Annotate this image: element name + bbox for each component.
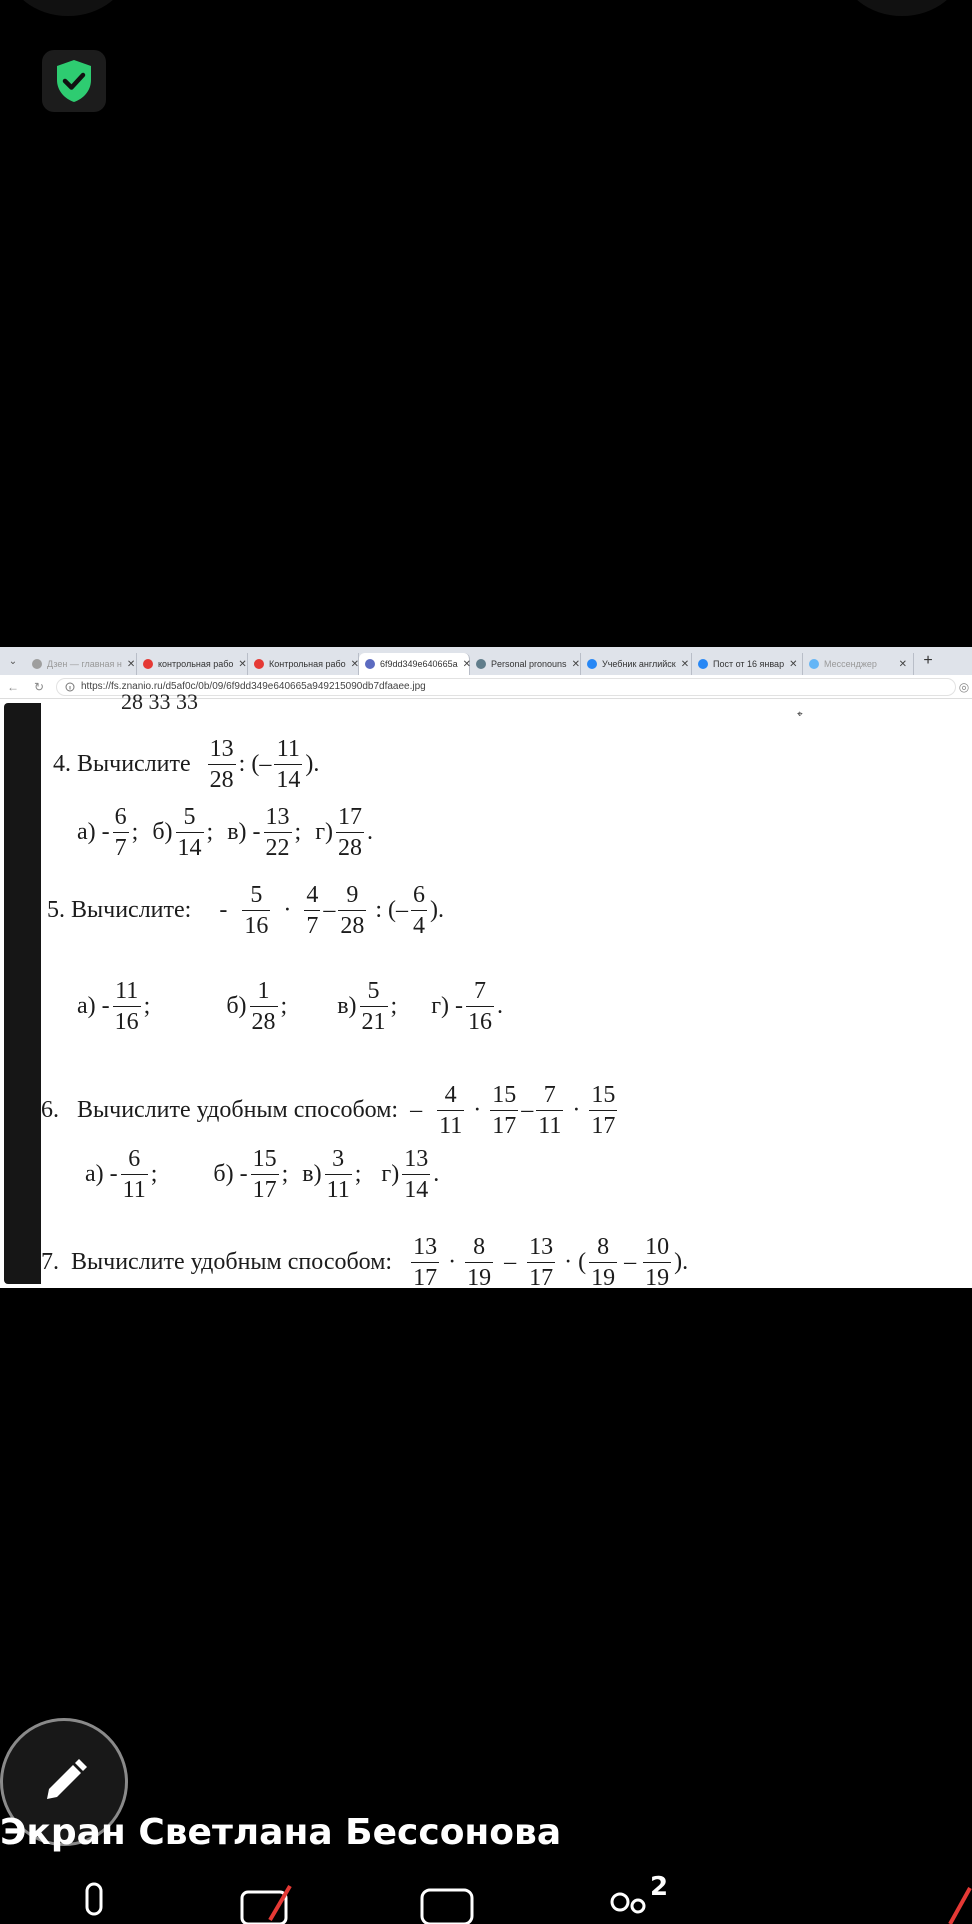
back-arrow-icon[interactable]: ← [7,679,19,694]
tab-label: Мессенджер [824,659,877,669]
browser-tab[interactable] [581,653,692,675]
image-viewer-edge [4,703,41,1284]
q5-end: ). [430,897,444,923]
option-end: . [497,993,504,1019]
option-key: г) [315,819,334,845]
option-end: . [367,819,374,845]
participants-icon [608,1872,648,1916]
option-fraction: $\frac{15}{17}$ [252,1146,277,1203]
q7-dot-2: · [564,1249,573,1275]
answer-option [381,1147,439,1202]
q6-label: 6. Вычислите удобным способом: [41,1097,399,1123]
answer-option [337,979,397,1034]
participants-count: 2 [650,1872,669,1902]
option-key: в) [302,1161,322,1187]
tab-label: контрольная рабо [158,659,234,669]
answer-option [213,1147,288,1202]
tab-close-icon[interactable]: ✕ [680,658,690,670]
tab-favicon-icon [32,659,42,669]
q6-dot: · [473,1097,482,1123]
tab-label: Контрольная рабо [269,659,346,669]
question-5 [47,883,444,938]
new-tab-button[interactable]: + [923,652,933,669]
site-info-icon [65,682,75,692]
q7-fraction-4: $\frac{8}{19}$ [591,1234,616,1291]
tab-favicon-icon [587,659,597,669]
q7-dot: · [448,1249,457,1275]
pencil-icon [37,1755,91,1809]
tab-close-icon[interactable]: ✕ [350,658,360,670]
q7-fraction-1: $\frac{13}{17}$ [413,1234,438,1291]
option-fraction: $\frac{7}{16}$ [468,978,493,1035]
option-end: ; [206,819,214,845]
tab-favicon-icon [698,659,708,669]
top-right-control[interactable] [842,0,962,16]
q4-end: ). [305,751,320,777]
participants-button[interactable] [608,1872,668,1916]
mouse-cursor-icon: ⌖ [797,709,803,720]
tab-favicon-icon [143,659,153,669]
question-6 [41,1083,620,1138]
option-key: а) - [77,819,110,845]
option-fraction: $\frac{5}{21}$ [361,978,386,1035]
q6-dot-2: · [572,1097,581,1123]
tab-favicon-icon [365,659,375,669]
q4-sep: : (– [238,751,272,777]
tab-close-icon[interactable]: ✕ [898,658,907,670]
option-fraction: $\frac{13}{14}$ [404,1146,429,1203]
browser-tabbar [0,647,972,675]
q7-label: 7. Вычислите удобным способом: [41,1249,393,1275]
shield-check-icon [53,58,95,104]
tab-close-icon[interactable]: ✕ [238,658,247,670]
option-fraction: $\frac{3}{11}$ [326,1146,350,1203]
option-key: б) [152,819,173,845]
option-key: г) [381,1161,400,1187]
q6-minus-2: – [521,1097,534,1123]
q6-fraction-3: $\frac{7}{11}$ [538,1082,562,1139]
option-end: ; [354,1161,362,1187]
q7-fraction-3: $\frac{13}{17}$ [529,1234,554,1291]
answer-option [77,979,150,1034]
tab-favicon-icon [254,659,264,669]
microphone-icon[interactable] [74,1884,114,1924]
option-key: г) - [431,993,464,1019]
q7-fraction-2: $\frac{8}{19}$ [467,1234,492,1291]
chat-icon[interactable] [420,1884,476,1924]
top-left-control[interactable] [8,0,128,16]
end-call-icon[interactable] [930,1884,972,1924]
tab-favicon-icon [809,659,819,669]
answer-option [302,1147,361,1202]
q4-label: 4. Вычислите [53,751,191,777]
q6-minus: – [410,1097,423,1123]
browser-tab[interactable] [26,653,137,675]
option-end: ; [143,993,151,1019]
tab-label: Дзен — главная н [47,659,122,669]
q5-fraction-3: $\frac{9}{28}$ [340,882,365,939]
answer-option [77,805,138,860]
q6-fraction-1: $\frac{4}{11}$ [439,1082,463,1139]
q7-minus-2: – [624,1249,637,1275]
q7-end: ). [674,1249,689,1275]
q7-minus: – [504,1249,517,1275]
security-shield-button[interactable] [42,50,106,112]
camera-off-icon[interactable] [240,1884,310,1924]
option-end: ; [281,1161,289,1187]
url-text: https://fs.znanio.ru/d5af0c/0b/09/6f9dd349e640665a949215090db7dfaaee.jpg [81,681,426,692]
answer-option [227,805,301,860]
q5-minus-2: – [323,897,336,923]
option-end: ; [390,993,398,1019]
question-7 [41,1235,688,1290]
worksheet-image [41,689,972,1291]
tab-close-icon[interactable]: ✕ [126,658,136,670]
browser-tab[interactable] [137,653,248,675]
tab-close-icon[interactable]: ✕ [789,658,798,670]
tab-label: Учебник английск [602,659,676,669]
q6-fraction-2: $\frac{15}{17}$ [492,1082,517,1139]
option-end: ; [150,1161,158,1187]
option-key: б) - [213,1161,248,1187]
q5-fraction-1: $\frac{5}{16}$ [244,882,269,939]
tab-label: Personal pronouns [491,659,567,669]
tab-list-chevron-icon[interactable]: ⌄ [8,655,18,667]
option-end: ; [280,993,288,1019]
option-fraction: $\frac{1}{28}$ [251,978,276,1035]
cutoff-top-fractions: 28 33 33 [121,689,198,714]
option-end: ; [131,819,139,845]
browser-tab[interactable] [248,653,359,675]
q5-minus: - [219,897,228,923]
option-fraction: $\frac{6}{11}$ [122,1146,146,1203]
reload-icon[interactable]: ↻ [33,679,45,694]
answer-option [152,805,213,860]
option-fraction: $\frac{17}{28}$ [338,804,363,861]
browser-tab[interactable] [692,653,803,675]
option-fraction: $\frac{11}{16}$ [114,978,139,1035]
option-end: ; [294,819,302,845]
q7-fraction-5: $\frac{10}{19}$ [645,1234,670,1291]
question-4 [53,737,319,792]
q5-fraction-4: $\frac{6}{4}$ [413,882,425,939]
browser-tab[interactable] [359,653,470,675]
tab-favicon-icon [476,659,486,669]
extension-icon[interactable]: ◎ [958,679,970,694]
option-key: а) - [77,993,110,1019]
answer-option [226,979,287,1034]
tab-close-icon[interactable]: ✕ [571,658,580,670]
browser-tab[interactable] [803,653,914,675]
question-4-options [77,805,373,860]
answer-option [431,979,503,1034]
option-key: в) [337,993,357,1019]
q5-sep: : (– [375,897,408,923]
meeting-toolbar [0,1872,972,1920]
option-key: в) - [227,819,261,845]
q5-label: 5. Вычислите: [47,897,192,923]
question-5-options [77,979,503,1034]
q5-fraction-2: $\frac{4}{7}$ [306,882,319,939]
q7-open-paren: ( [578,1249,587,1275]
option-fraction: $\frac{13}{22}$ [265,804,290,861]
question-6-options [85,1147,439,1202]
page-content [0,689,972,1291]
answer-option [315,805,373,860]
q4-fraction-2: $\frac{11}{14}$ [276,736,301,793]
browser-tab[interactable] [470,653,581,675]
q5-dot: · [283,897,292,923]
q6-fraction-4: $\frac{15}{17}$ [591,1082,616,1139]
tab-label: 6f9dd349e640665a [380,659,458,669]
answer-option [85,1147,157,1202]
tab-label: Пост от 16 январ [713,659,785,669]
presenter-label: Экран Светлана Бессонова [0,1812,562,1853]
option-fraction: $\frac{6}{7}$ [114,804,127,861]
q4-fraction-1: $\frac{13}{28}$ [209,736,234,793]
option-fraction: $\frac{5}{14}$ [177,804,202,861]
shared-screen [0,647,972,1291]
option-key: б) [226,993,247,1019]
tab-close-icon[interactable]: ✕ [462,658,471,670]
option-key: а) - [85,1161,118,1187]
option-end: . [433,1161,440,1187]
